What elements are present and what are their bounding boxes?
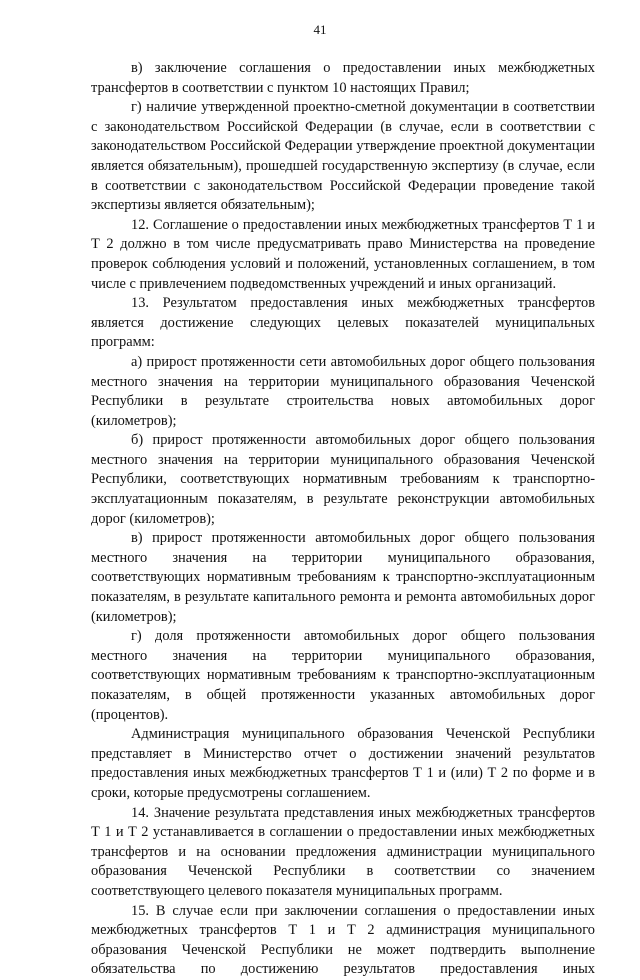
paragraph-administration-report: Администрация муниципального образования Чеченской Республики представляет в Министерство отчет о достижении значений результатов предоставления иных межбюджетных трансфертов Т 1 и (или) Т 2 по форме и в сроки, которые предусмотрены соглашением. [91, 726, 595, 801]
paragraph-13-b: б) прирост протяженности автомобильных дорог общего пользования местного значения на территории муниципального образования Чеченской Республики, соответствующих нормативным требованиям к транспортно-эксплуатационным показателям, в результате реконструкции автомобильных дорог (километров); [91, 432, 595, 527]
paragraph-11-g: г) наличие утвержденной проектно-сметной документации в соответствии с законодательством Российской Федерации (в случае, если в соответствии с законодательством Российской Федерации утверждение проектной документации является обязательным), прошедшей государственную экспертизу (в случае, если в соответствии с законодательством Российской Федерации проведение такой экспертизы является обязательным); [91, 99, 595, 214]
page-number: 41 [313, 22, 327, 37]
paragraph-13-v: в) прирост протяженности автомобильных дорог общего пользования местного значения на территории муниципального образования, соответствующих нормативным требованиям к транспортно-эксплуатационным показателям, в результате капитального ремонта и ремонта автомобильных дорог (километров); [91, 530, 595, 625]
paragraph-12: 12. Соглашение о предоставлении иных межбюджетных трансфертов Т 1 и Т 2 должно в том числе предусматривать право Министерства на проведение проверок соблюдения условий и положений, установленных соглашением, в том числе с привлечением подведомственных учреждений и иных организаций. [91, 216, 595, 292]
paragraph-15: 15. В случае если при заключении соглашения о предоставлении иных межбюджетных трансфертов Т 1 и Т 2 администрация муниципального образования Чеченской Республики не может подтвердить выполнение обязательства по достижению результатов предоставления иных [91, 902, 595, 978]
paragraph-13-a: а) прирост протяженности сети автомобильных дорог общего пользования местного значения на территории муниципального образования Чеченской Республики в результате строительства новых автомобильных дорог (километров); [91, 353, 595, 429]
paragraph-13-g: г) доля протяженности автомобильных дорог общего пользования местного значения на территории муниципального образования, соответствующих нормативным требованиям к транспортно-эксплуатационным показателям, в общей протяженности указанных автомобильных дорог (процентов). [91, 628, 595, 723]
paragraph-11-v: в) заключение соглашения о предоставлении иных межбюджетных трансфертов в соответствии с пунктом 10 настоящих Правил; [91, 60, 595, 96]
paragraph-14: 14. Значение результата представления иных межбюджетных трансфертов Т 1 и Т 2 устанавливается в соглашении о предоставлении иных межбюджетных трансфертов и на основании предложения администрации муниципального образования Чеченской Республики в соответствии со значением соответствующего целевого показателя муниципальных программ. [91, 804, 595, 899]
paragraph-13: 13. Результатом предоставления иных межбюджетных трансфертов является достижение следующих целевых показателей муниципальных программ: [91, 295, 595, 351]
document-body [91, 59, 595, 980]
